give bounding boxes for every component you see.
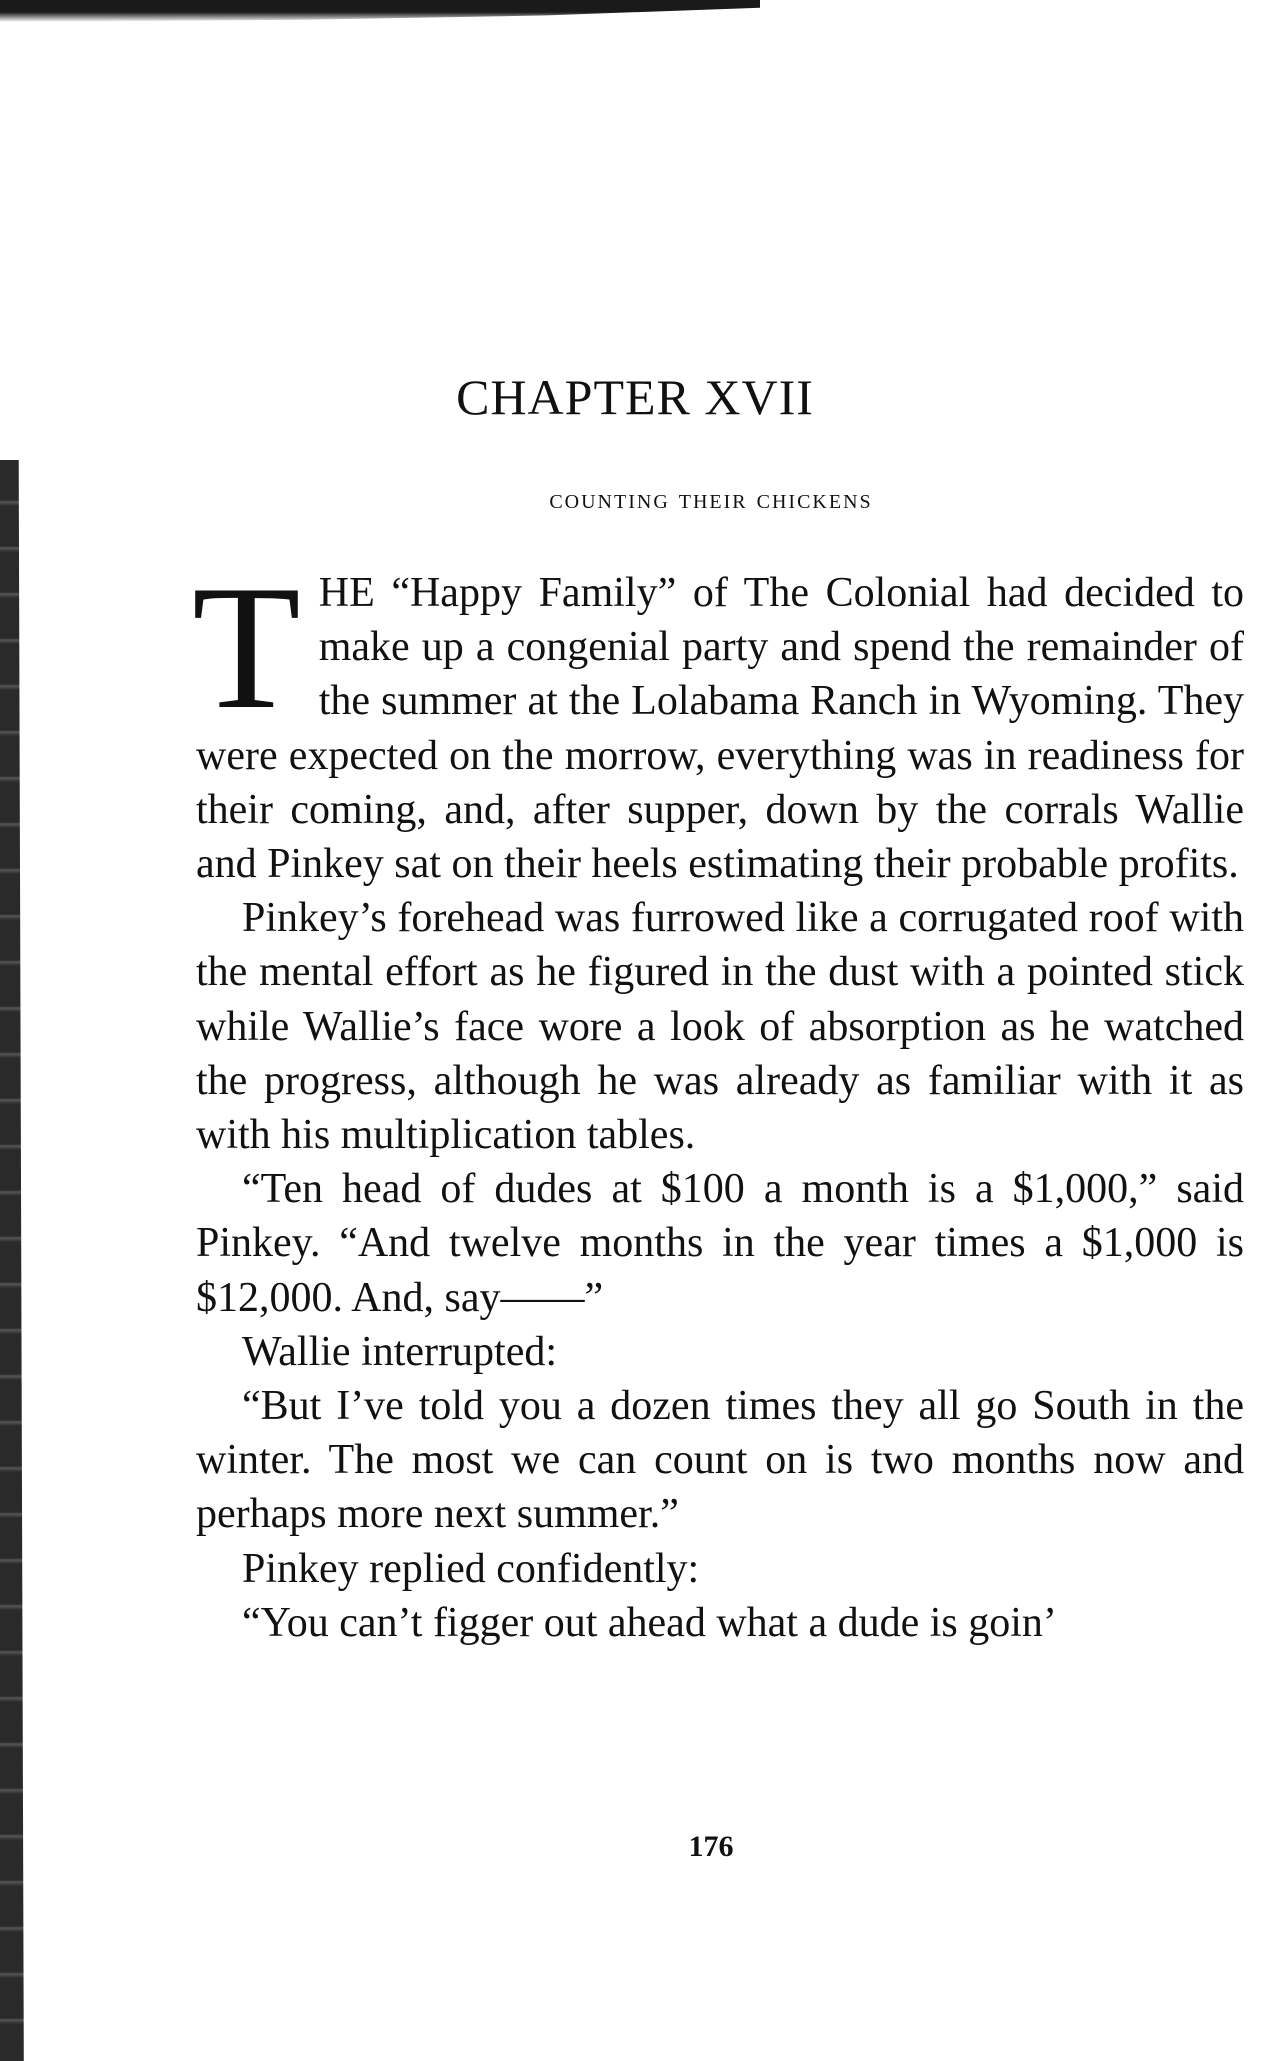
chapter-subtitle: counting their chickens xyxy=(549,484,873,515)
paragraph: Wallie interrupted: xyxy=(242,1328,557,1375)
paragraph: “Ten head of dudes at $100 a month is a $1,000,” said Pinkey. “And twelve months in the year times a $1,000 is $12,000. And, say——” xyxy=(196,1166,1244,1321)
scan-binding-edge xyxy=(0,460,34,2061)
paragraph: Pinkey replied confidently: xyxy=(242,1545,700,1592)
paragraph: “But I’ve told you a dozen times they all go South in the winter. The most we can count on is two months now and perhaps more next summer.” xyxy=(196,1383,1244,1538)
paragraph: Pinkey’s forehead was furrowed like a corrugated roof with the mental effort as he figured in the dust with a pointed stick while Wallie’s face wore a look of absorption as he watched the progress, although he was already as familiar with it as with his multiplication tables. xyxy=(196,895,1244,1159)
paragraph: “You can’t figger out ahead what a dude is goin’ xyxy=(242,1599,1057,1646)
body-text xyxy=(192,548,1244,1650)
paragraph-text: HE “Happy Family” of The Colonial had decided to make up a congenial party and spend the remainder of the summer at the Lolabama Ranch in Wyoming. They were expected on the morrow, everything was in readiness for their coming, and, after supper, down by the corrals Wallie and Pinkey sat on their heels estimating their probable profits. xyxy=(196,570,1244,888)
paragraph xyxy=(192,548,1244,891)
scan-top-edge-shadow xyxy=(0,0,760,22)
chapter-heading: CHAPTER XVII xyxy=(456,369,814,425)
drop-cap: T xyxy=(192,548,301,746)
page-number: 176 xyxy=(688,1830,734,1863)
